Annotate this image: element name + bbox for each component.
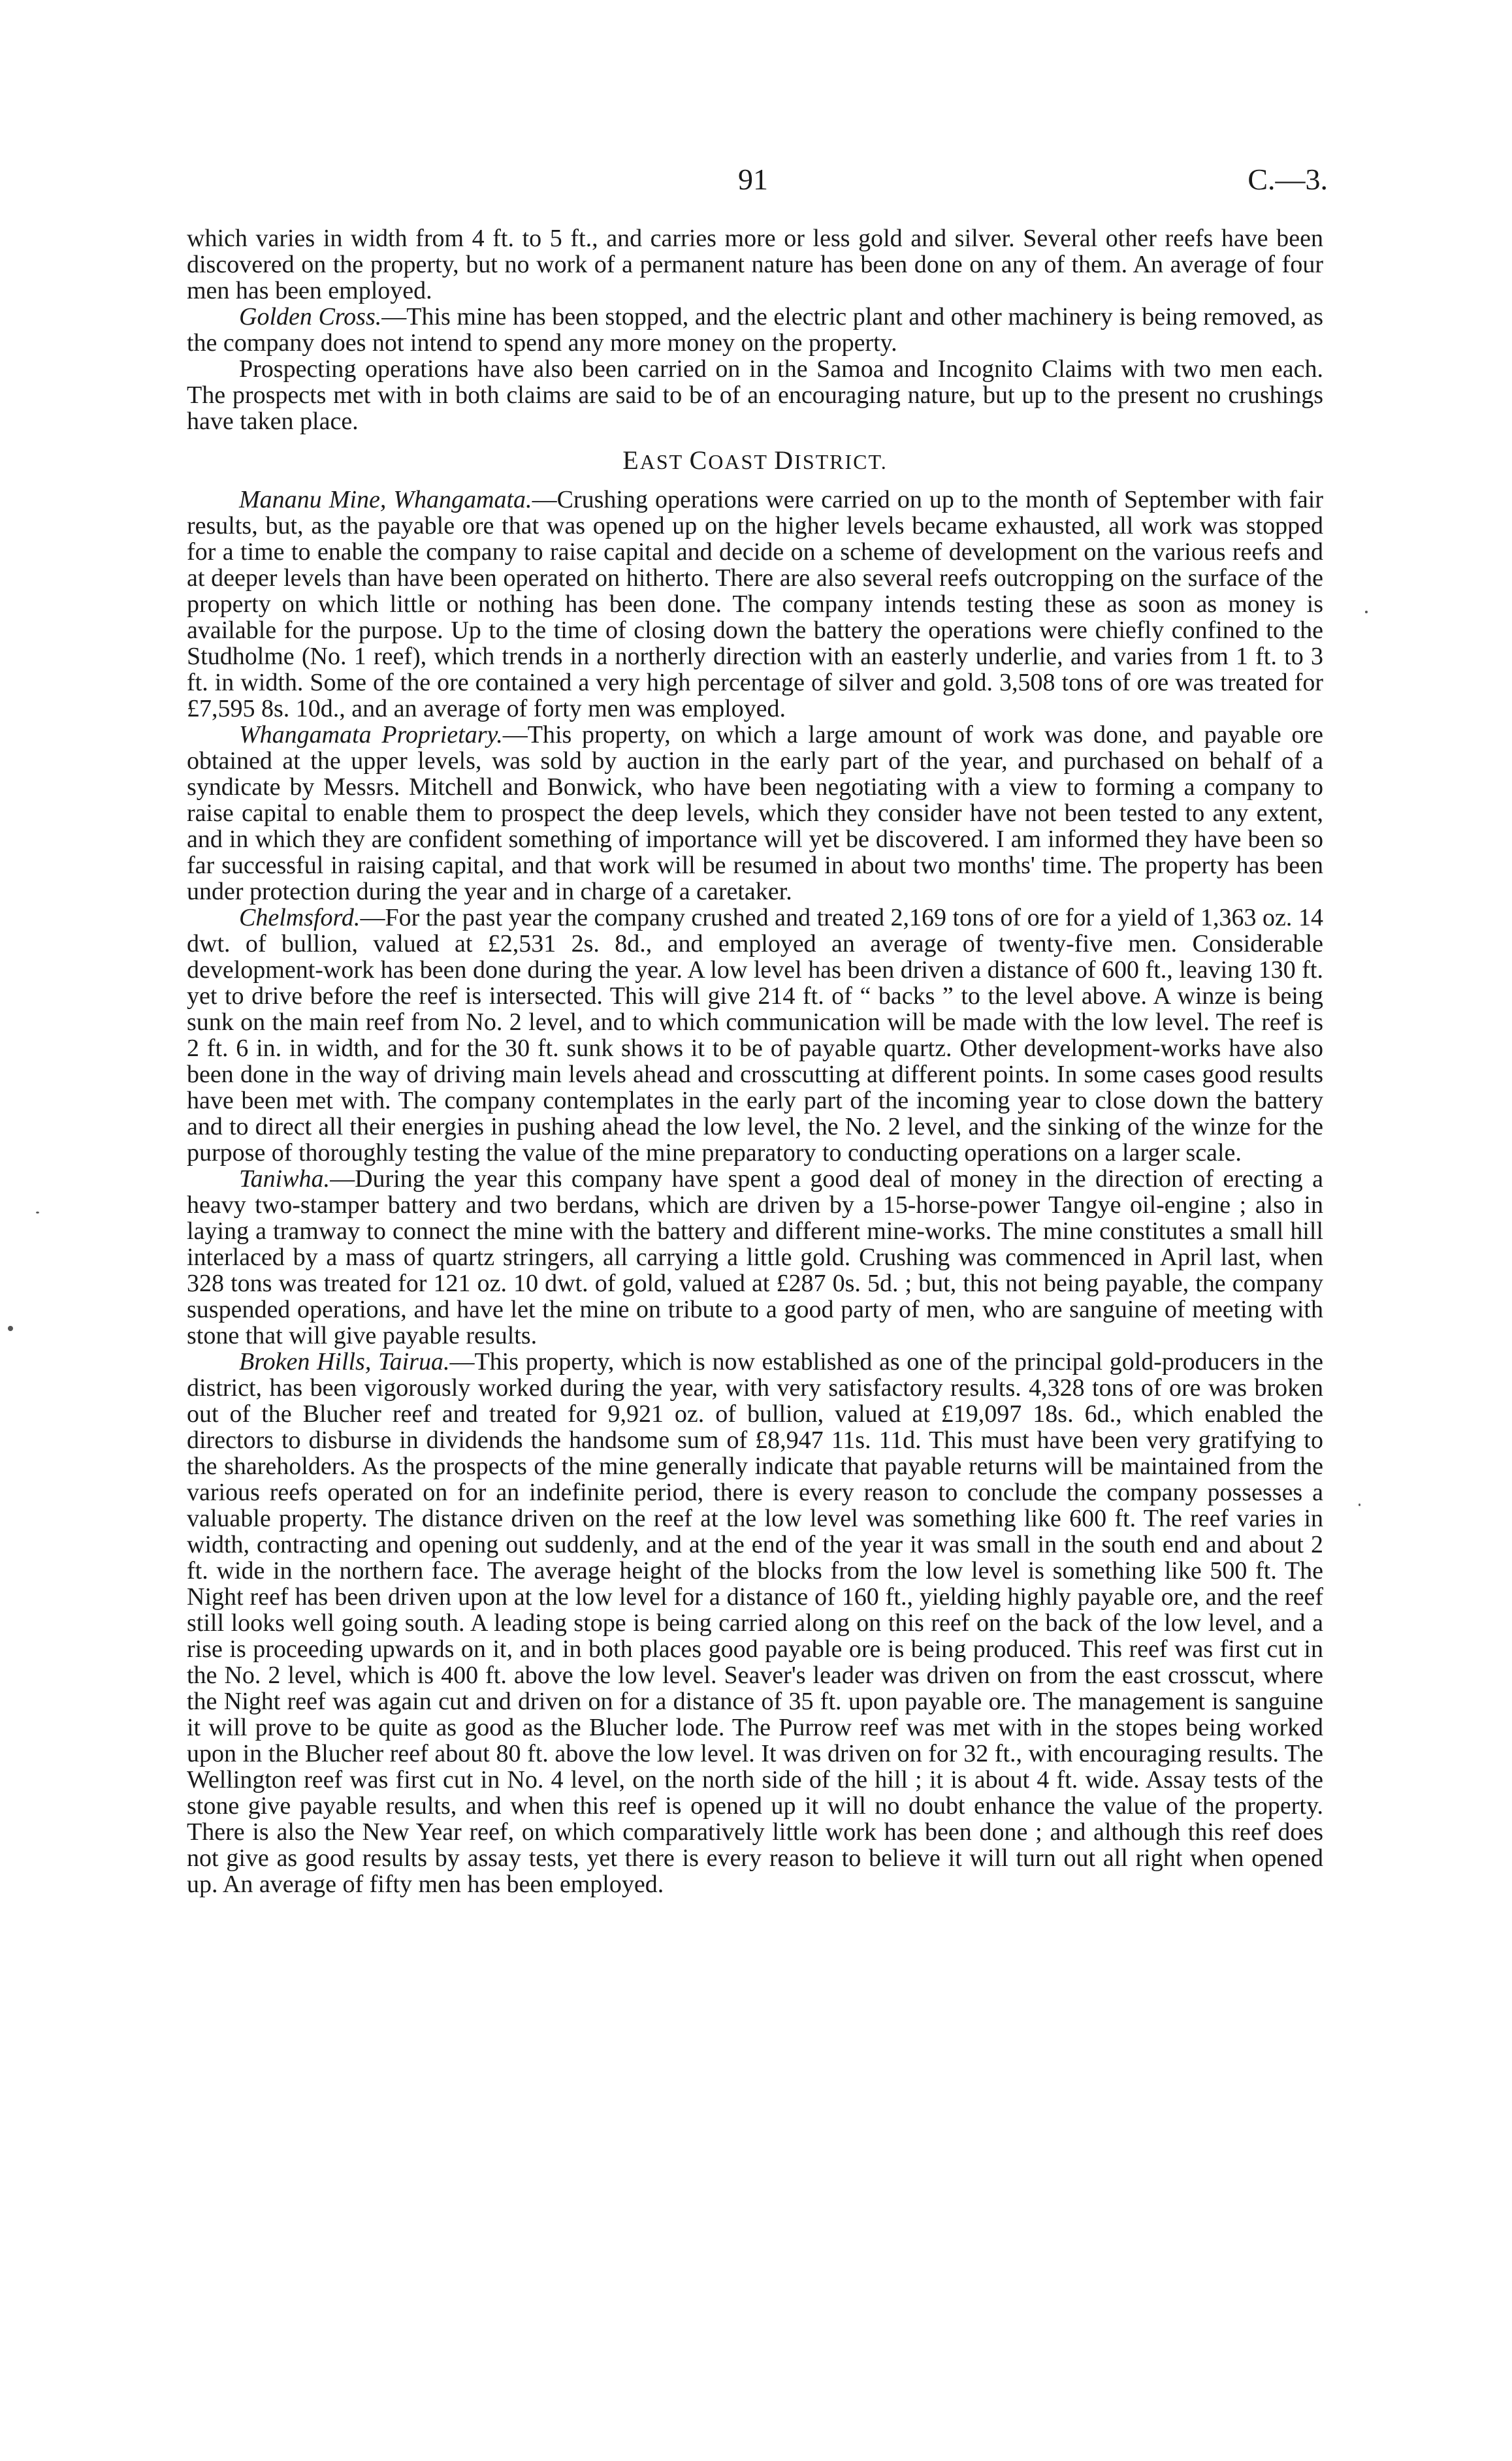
paragraph-text: —This mine has been stopped, and the electric plant and other machinery is being removed, as the company does not intend to spend any more money on the property. — [187, 303, 1323, 357]
page-code: C.—3. — [1247, 163, 1328, 196]
paragraph-title: Chelmsford. — [239, 904, 361, 931]
paragraph-text: —During the year this company have spent a good deal of money in the direction of erecting a heavy two-stamper battery and two berdans, which are driven by a 15-horse-power Tangye oil-engine ; also in laying a tramway to connect the mine with the battery and different mine-works. The mine constitutes a small hill interlaced by a mass of quartz stringers, all carrying a little gold. Crushing was commenced in April last, when 328 tons was treated for 121 oz. 10 dwt. of gold, valued at £287 0s. 5d. ; but, this not being payable, the company suspended operations, and have let the mine on tribute to a good party of men, who are sanguine of meeting with stone that will give payable results. — [187, 1165, 1323, 1349]
section-heading: EAST COAST DISTRICT. — [622, 445, 888, 475]
paragraph-title: Mananu Mine, Whangamata. — [239, 486, 532, 513]
paragraph-mananu-mine — [187, 487, 1323, 722]
paragraph-title: Broken Hills, Tairua. — [239, 1348, 450, 1375]
paragraph-chelmsford — [187, 905, 1323, 1166]
paragraph-text: —For the past year the company crushed and treated 2,169 tons of ore for a yield of 1,363 oz. 14 dwt. of bullion, valued at £2,531 2s. 8d., and employed an average of twenty-five men. Considerable development-work has been done during the year. A low level has been driven a distance of 600 ft., leaving 130 ft. yet to drive before the reef is intersected. This will give 214 ft. of “ backs ” to the level above. A winze is being sunk on the main reef from No. 2 level, and to which communication will be made with the low level. The reef is 2 ft. 6 in. in width, and for the 30 ft. sunk shows it to be of payable quartz. Other development-works have also been done in the way of driving main levels ahead and crosscutting at different points. In some cases good results have been met with. The company contemplates in the early part of the incoming year to close down the battery and to direct all their energies in pushing ahead the low level, the No. 2 level, and the sinking of the winze for the purpose of thoroughly testing the value of the mine preparatory to conducting operations on a larger scale. — [187, 904, 1323, 1166]
body-text — [187, 225, 1323, 1897]
paragraph-text: which varies in width from 4 ft. to 5 ft., and carries more or less gold and silver. Several other reefs have been discovered on the property, but no work of a permanent nature has been done on any of them. An average of four men has been employed. — [187, 225, 1323, 304]
paragraph-title: Taniwha. — [239, 1165, 330, 1193]
paragraph-continuation — [187, 225, 1323, 304]
paragraph-text: —This property, on which a large amount of work was done, and payable ore obtained at the upper levels, was sold by auction in the early part of the year, and purchased on behalf of a syndicate by Messrs. Mitchell and Bonwick, who have been negotiating with a view to forming a company to raise capital to enable them to prospect the deep levels, which they consider have not been tested to any extent, and in which they are confident something of importance will yet be discovered. I am informed they have been so far successful in raising capital, and that work will be resumed in about two months' time. The property has been under protection during the year and in charge of a caretaker. — [187, 721, 1323, 905]
paragraph-taniwha — [187, 1166, 1323, 1349]
scan-speck — [1365, 611, 1368, 613]
paragraph-broken-hills — [187, 1349, 1323, 1897]
paragraph-title: Whangamata Proprietary. — [239, 721, 503, 748]
paragraph-prospecting — [187, 356, 1323, 434]
paragraph-text: —Crushing operations were carried on up to the month of September with fair results, but, as the payable ore that was opened up on the higher levels became exhausted, all work was stopped for a time to enable the company to raise capital and decide on a scheme of development on the various reefs and at deeper levels than have been operated on hitherto. There are also several reefs outcropping on the surface of the property on which little or nothing has been done. The company intends testing these as soon as money is available for the purpose. Up to the time of closing down the battery the operations were chiefly confined to the Studholme (No. 1 reef), which trends in a northerly direction with an easterly underlie, and varies from 1 ft. to 3 ft. in width. Some of the ore contained a very high percentage of silver and gold. 3,508 tons of ore was treated for £7,595 8s. 10d., and an average of forty men was employed. — [187, 486, 1323, 722]
page-number: 91 — [738, 163, 768, 196]
paragraph-golden-cross — [187, 304, 1323, 356]
scan-speck — [8, 1326, 13, 1331]
paragraph-whangamata-proprietary — [187, 722, 1323, 905]
paragraph-text: —This property, which is now established as one of the principal gold-producers in the district, has been vigorously worked during the year, with very satisfactory results. 4,328 tons of ore was broken out of the Blucher reef and treated for 9,921 oz. of bullion, valued at £19,097 18s. 6d., which enabled the directors to disburse in dividends the handsome sum of £8,947 11s. 11d. This must have been very gratifying to the shareholders. As the prospects of the mine generally indicate that payable returns will be maintained from the various reefs operated on for an indefinite period, there is every reason to conclude the company possesses a valuable property. The distance driven on the reef at the low level was something like 600 ft. The reef varies in width, contracting and opening out suddenly, and at the end of the year it was small in the south end and about 2 ft. wide in the northern face. The average height of the blocks from the low level is something like 500 ft. The Night reef has been driven upon at the low level for a distance of 160 ft., yielding highly payable ore, and the reef still looks well going south. A leading stope is being carried along on this reef on the back of the low level, and a rise is proceeding upwards on it, and in both places good payable ore is being produced. This reef was first cut in the No. 2 level, which is 400 ft. above the low level. Seaver's leader was driven on from the east crosscut, where the Night reef was again cut and driven on for a distance of 35 ft. upon payable ore. The management is sanguine it will prove to be quite as good as the Blucher lode. The Purrow reef was met with in the stopes being worked upon in the Blucher reef about 80 ft. above the low level. It was driven on for 32 ft., with encouraging results. The Wellington reef was first cut in No. 4 level, on the north side of the hill ; it is about 4 ft. wide. Assay tests of the stone give payable results, and when this reef is opened up it will no doubt enhance the value of the property. There is also the New Year reef, on which comparatively little work has been done ; and although this reef does not give as good results by assay tests, yet there is every reason to believe it will turn out all right when opened up. An average of fifty men has been employed. — [187, 1348, 1323, 1898]
paragraph-text: Prospecting operations have also been carried on in the Samoa and Incognito Claims with two men each. The prospects met with in both claims are said to be of an encouraging nature, but up to the present no crushings have taken place. — [187, 355, 1323, 435]
scan-speck — [36, 1212, 39, 1214]
scan-speck — [1359, 1504, 1360, 1506]
paragraph-title: Golden Cross. — [239, 303, 382, 330]
page-header — [0, 160, 1512, 206]
